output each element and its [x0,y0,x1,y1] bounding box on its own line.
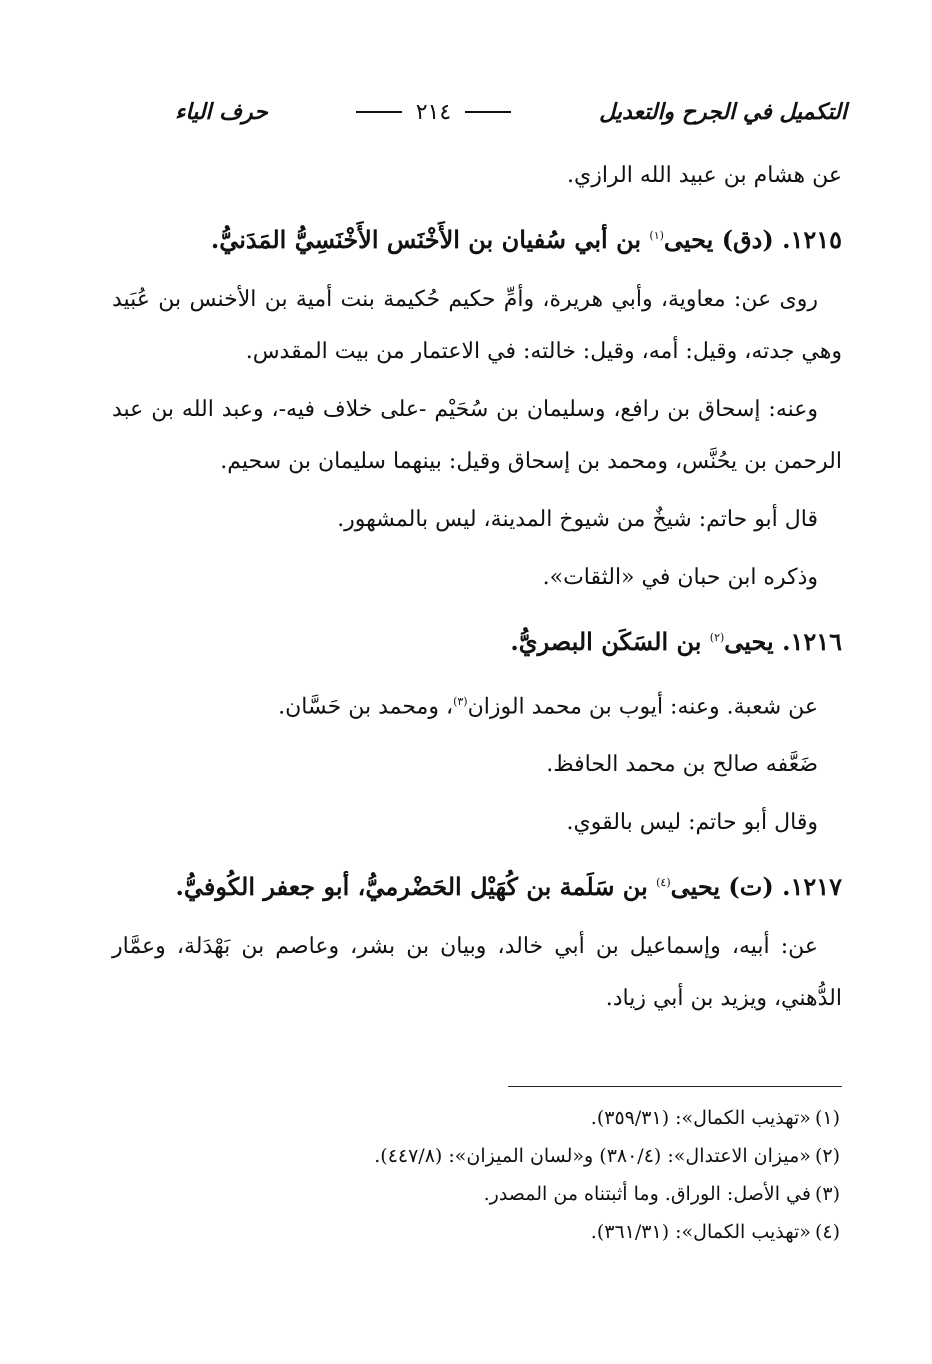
paragraph-narrated-from [112,676,842,733]
footnote-ref: (٤) [656,876,671,890]
paragraph-assessment: ضَعَّفه صالح بن محمد الحافظ. [546,752,818,778]
footnote-separator [508,1086,842,1087]
footnote-4 [110,1214,840,1250]
entry-name: يحيى [724,627,774,656]
footnote-mark: (١) [814,1107,840,1129]
entry-heading-1215 [112,208,842,268]
text-segment: ، ومحمد بن حَسَّان. [278,694,454,720]
book-title: التكميل في الجرح والتعديل [599,99,847,125]
footnote-text: «ميزان الاعتدال»: (٣٨٠/٤) و«لسان الميزان»: (٤٤٧/٨). [374,1145,811,1167]
main-text [112,150,842,1031]
paragraph-narrated-from: عن: أبيه، وإسماعيل بن أبي خالد، وبيان بن بشر، وعاصم بن بَهْدَلة، وعمَّار الدُّهني، ويزيد بن أبي زياد. [112,934,842,1012]
section-title: حرف الياء [175,99,268,125]
footnote-3 [110,1176,840,1212]
entry-name: يحيى [663,225,714,254]
header-dash-left [356,111,402,113]
footnote-ref: (٢) [709,631,725,644]
footnote-1 [110,1100,840,1136]
running-header [175,92,847,132]
entry-number: ١٢١٥. [782,225,842,254]
footnote-ref: (١) [649,229,664,242]
footnote-mark: (٣) [814,1183,840,1205]
entry-code: (دق) [721,225,774,254]
paragraph-assessment: وقال أبو حاتم: ليس بالقوي. [566,810,818,836]
entry-heading-1216 [112,610,842,670]
footnote-ref: (٣) [453,695,468,708]
entry-heading-1217 [112,855,842,915]
paragraph-narrators: وعنه: إسحاق بن رافع، وسليمان بن سُحَيْم -على خلاف فيه-، وعبد الله بن عبد الرحمن بن يحُنَّس، ومحمد بن إسحاق وقيل: بينهما سليمان بن سحيم. [112,397,842,474]
entry-name: يحيى [670,872,721,902]
entry-number: ١٢١٦. [782,627,842,656]
text-segment: عن شعبة. وعنه: أيوب بن محمد الوزان [467,694,818,720]
entry-number: ١٢١٧. [782,872,842,902]
page-number: ٢١٤ [415,99,452,125]
entry-lineage: بن السَكَن البصريُّ. [510,627,702,656]
footnote-text: «تهذيب الكمال»: (٣٦١/٣١). [590,1221,811,1243]
footnote-2 [110,1138,840,1174]
footnote-mark: (٢) [814,1145,840,1167]
page-number-group [356,100,511,125]
paragraph-narrated-from: روى عن: معاوية، وأبي هريرة، وأمِّ حكيم حُكيمة بنت أمية بن الأخنس بن عُبَيد وهي جدته، وقيل: أمه، وقيل: خالته: في الاعتمار من بيت المقدس. [112,287,842,364]
footnotes [110,1100,840,1252]
footnote-text: في الأصل: الوراق. وما أثبتناه من المصدر. [483,1183,811,1205]
paragraph-continuation: عن هشام بن عبيد الله الرازي. [566,163,842,188]
paragraph-mention: وذكره ابن حبان في «الثقات». [542,565,818,590]
entry-lineage: بن سَلَمة بن كُهَيْل الحَضْرميُّ، أبو جعفر الكُوفيُّ. [175,872,648,902]
entry-code: (ت) [728,872,774,902]
footnote-text: «تهذيب الكمال»: (٣٥٩/٣١). [590,1107,811,1129]
entry-lineage: بن أبي سُفيان بن الأَخْنَس الأَخْنَسِيُّ المَدَنيُّ. [210,225,642,254]
paragraph-assessment: قال أبو حاتم: شيخٌ من شيوخ المدينة، ليس بالمشهور. [337,507,818,532]
header-dash-right [465,111,511,113]
footnote-mark: (٤) [814,1221,840,1243]
